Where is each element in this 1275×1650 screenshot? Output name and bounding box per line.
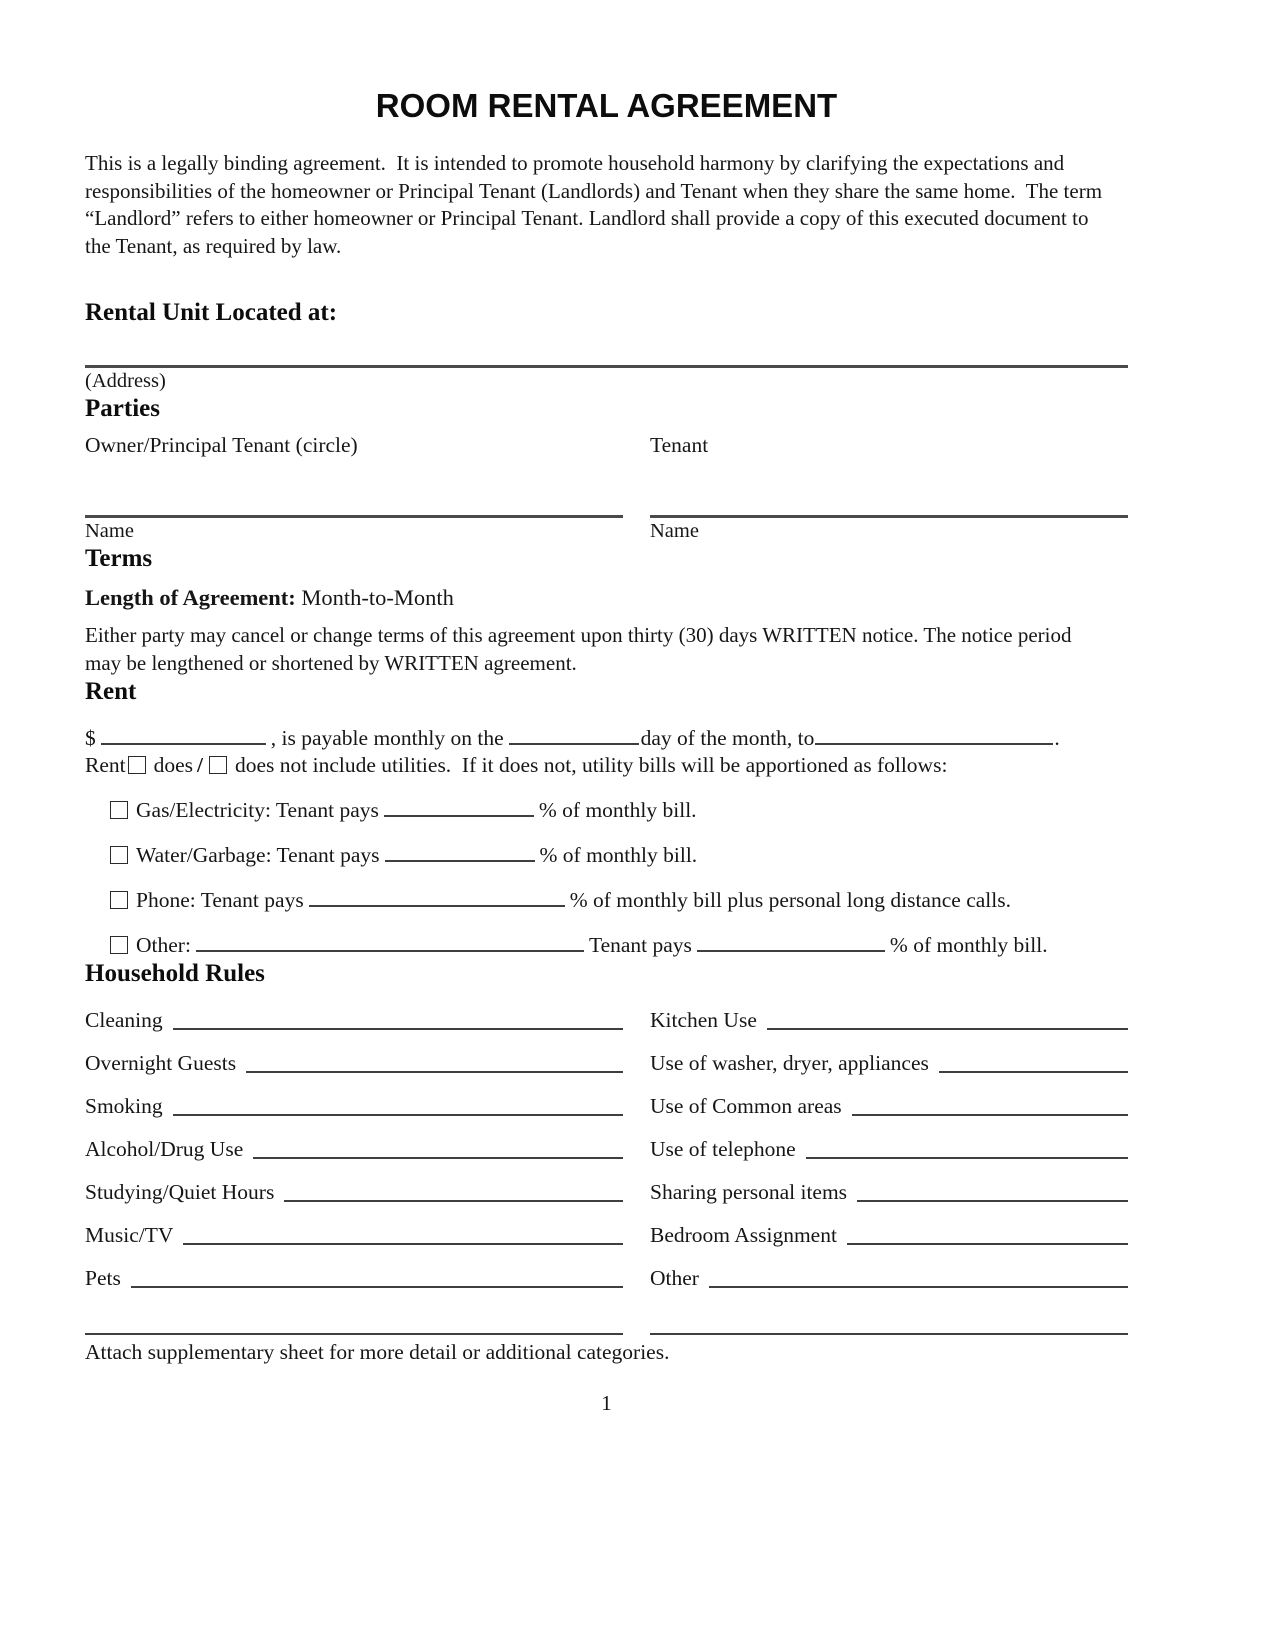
phone-percent-line[interactable] — [309, 903, 565, 907]
rule-label: Other — [650, 1266, 699, 1290]
rule-label: Studying/Quiet Hours — [85, 1180, 275, 1204]
parties-section — [85, 394, 1128, 544]
rent-section — [85, 677, 1128, 959]
document-title: ROOM RENTAL AGREEMENT — [375, 87, 838, 124]
rent-payee-line[interactable] — [815, 741, 1053, 745]
water-label: Water/Garbage: Tenant pays — [136, 843, 380, 867]
intro-paragraph: This is a legally binding agreement. It is intended to promote household harmony by clarifying the expectations and responsibilities of the homeowner or Principal Tenant (Landlords) and Tenant when they share the same home. The term “Landlord” refers to either homeowner or Principal Tenant. Landlord shall provide a copy of this executed document to the Tenant, as required by law. — [85, 151, 1103, 258]
rule-row-overnight-guests — [85, 1050, 623, 1077]
rule-telephone-line[interactable] — [806, 1157, 1128, 1159]
rule-other-line[interactable] — [709, 1286, 1128, 1288]
does-label: does — [153, 753, 194, 777]
gas-suffix: % of monthly bill. — [538, 798, 697, 822]
rule-sharing-personal-items-line[interactable] — [857, 1200, 1128, 1202]
owner-name-caption: Name — [85, 520, 134, 542]
phone-checkbox[interactable] — [110, 891, 128, 909]
rule-row-sharing-personal-items — [650, 1179, 1128, 1206]
other-mid-text: Tenant pays — [588, 933, 692, 957]
slash-text: / — [197, 753, 204, 777]
utility-row-gas — [108, 797, 1128, 824]
utilities-sentence — [85, 752, 1128, 779]
tenant-name-caption: Name — [650, 520, 699, 542]
rent-prefix-text: Rent — [85, 753, 126, 777]
rule-row-music-tv — [85, 1222, 623, 1249]
rent-heading: Rent — [85, 678, 137, 705]
rule-row-cleaning — [85, 1007, 623, 1034]
terms-section — [85, 544, 1128, 677]
owner-label: Owner/Principal Tenant (circle) — [85, 433, 358, 457]
rent-day-line[interactable] — [509, 741, 639, 745]
rules-right-column — [650, 991, 1128, 1335]
rule-row-smoking — [85, 1093, 623, 1120]
rule-label: Use of telephone — [650, 1137, 796, 1161]
rule-kitchen-use-line[interactable] — [767, 1028, 1128, 1030]
rule-row-kitchen-use — [650, 1007, 1128, 1034]
water-suffix: % of monthly bill. — [539, 843, 698, 867]
extra-line-right[interactable] — [650, 1333, 1128, 1335]
rule-label: Smoking — [85, 1094, 163, 1118]
rule-label: Kitchen Use — [650, 1008, 757, 1032]
supplement-note: Attach supplementary sheet for more detail or additional categories. — [85, 1340, 670, 1364]
rule-common-areas-line[interactable] — [852, 1114, 1128, 1116]
extra-row-left — [85, 1329, 623, 1335]
payable-text: , is payable monthly on the — [270, 726, 504, 750]
rule-row-washer-dryer-appliances — [650, 1050, 1128, 1077]
terms-heading: Terms — [85, 545, 153, 572]
rental-unit-section — [85, 298, 1128, 394]
rule-label: Use of Common areas — [650, 1094, 842, 1118]
rule-row-pets — [85, 1265, 623, 1292]
utility-row-water — [108, 842, 1128, 869]
gas-label: Gas/Electricity: Tenant pays — [136, 798, 379, 822]
rule-smoking-line[interactable] — [173, 1114, 623, 1116]
rule-row-telephone — [650, 1136, 1128, 1163]
rule-cleaning-line[interactable] — [173, 1028, 623, 1030]
rule-pets-line[interactable] — [131, 1286, 623, 1288]
parties-heading: Parties — [85, 395, 160, 422]
household-rules-heading: Household Rules — [85, 960, 265, 987]
rule-label: Pets — [85, 1266, 121, 1290]
utility-row-other — [108, 932, 1128, 959]
rule-row-common-areas — [650, 1093, 1128, 1120]
rent-does-checkbox[interactable] — [128, 756, 146, 774]
utility-row-phone — [108, 887, 1128, 914]
water-percent-line[interactable] — [385, 858, 535, 862]
rule-label: Cleaning — [85, 1008, 163, 1032]
rule-label: Music/TV — [85, 1223, 174, 1247]
rule-row-other — [650, 1265, 1128, 1292]
currency-symbol: $ — [85, 726, 96, 750]
tenant-label: Tenant — [650, 433, 709, 457]
rule-label: Bedroom Assignment — [650, 1223, 837, 1247]
rule-label: Sharing personal items — [650, 1180, 848, 1204]
rent-amount-line[interactable] — [101, 741, 266, 745]
length-of-agreement-value: Month-to-Month — [301, 585, 454, 610]
rule-label: Overnight Guests — [85, 1051, 237, 1075]
rule-overnight-guests-line[interactable] — [246, 1071, 623, 1073]
rule-bedroom-assignment-line[interactable] — [847, 1243, 1128, 1245]
phone-label: Phone: Tenant pays — [136, 888, 304, 912]
other-suffix: % of monthly bill. — [889, 933, 1048, 957]
day-text: day of the month, to — [640, 726, 815, 750]
does-not-label: does not include utilities. If it does not, utility bills will be apportioned as follows: — [235, 753, 948, 777]
notice-paragraph: Either party may cancel or change terms of this agreement upon thirty (30) days WRITTEN notice. The notice period may be lengthened or shortened by WRITTEN agreement. — [85, 623, 1072, 675]
other-label: Other: — [136, 933, 191, 957]
page-number: 1 — [601, 1391, 612, 1415]
length-of-agreement-label: Length of Agreement: — [85, 585, 296, 610]
other-description-line[interactable] — [196, 948, 584, 952]
rule-row-bedroom-assignment — [650, 1222, 1128, 1249]
rules-left-column — [85, 991, 623, 1335]
extra-row-right — [650, 1329, 1128, 1335]
rule-alcohol-drug-use-line[interactable] — [253, 1157, 623, 1159]
address-caption: (Address) — [85, 370, 166, 392]
rent-does-not-checkbox[interactable] — [209, 756, 227, 774]
household-rules-section — [85, 959, 1128, 1366]
rent-payment-line — [85, 725, 1128, 752]
phone-suffix: % of monthly bill plus personal long distance calls. — [569, 888, 1011, 912]
water-garbage-checkbox[interactable] — [110, 846, 128, 864]
rule-row-alcohol-drug-use — [85, 1136, 623, 1163]
rule-studying-quiet-hours-line[interactable] — [284, 1200, 623, 1202]
gas-electricity-checkbox[interactable] — [110, 801, 128, 819]
other-utility-checkbox[interactable] — [110, 936, 128, 954]
other-percent-line[interactable] — [697, 948, 885, 952]
rule-label: Use of washer, dryer, appliances — [650, 1051, 929, 1075]
rule-label: Alcohol/Drug Use — [85, 1137, 244, 1161]
rule-washer-dryer-appliances-line[interactable] — [939, 1071, 1128, 1073]
rental-unit-heading: Rental Unit Located at: — [85, 299, 338, 326]
period-text: . — [1054, 726, 1060, 750]
extra-line-left[interactable] — [85, 1333, 623, 1335]
rule-row-studying-quiet-hours — [85, 1179, 623, 1206]
gas-percent-line[interactable] — [384, 813, 534, 817]
rule-music-tv-line[interactable] — [183, 1243, 623, 1245]
